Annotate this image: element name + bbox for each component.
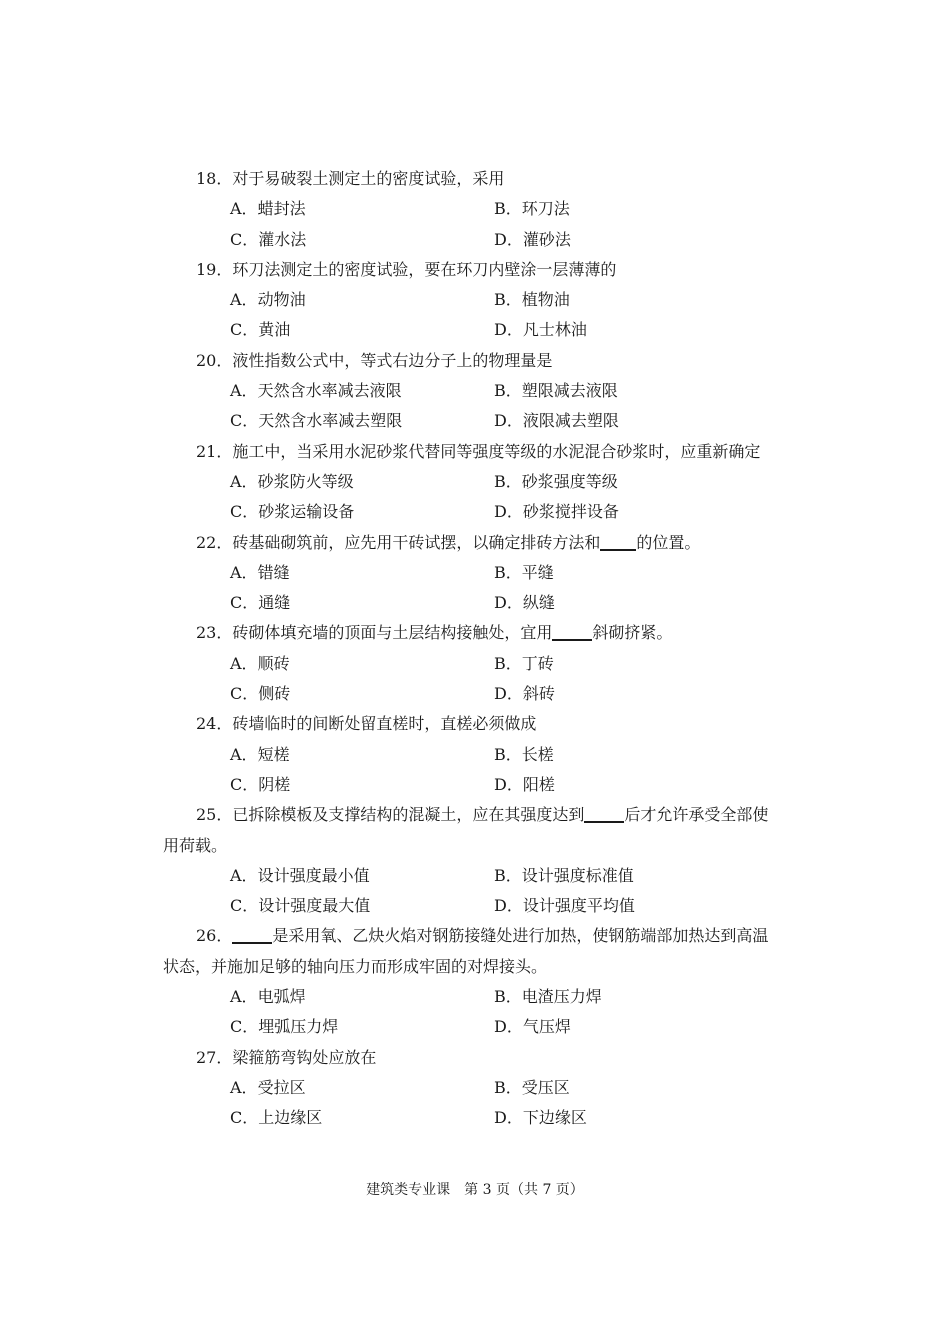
option-c: C．阴槎 (230, 774, 291, 794)
question-stem: 21．施工中，当采用水泥砂浆代替同等强度等级的水泥混合砂浆时，应重新确定 (196, 441, 761, 461)
option-b: B．受压区 (494, 1077, 570, 1097)
question-stem: 26． 是采用氧、乙炔火焰对钢筋接缝处进行加热，使钢筋端部加热达到高温 (196, 926, 769, 946)
option-row (163, 740, 793, 770)
option-a: A．设计强度最小值 (230, 865, 370, 885)
option-d: D．下边缘区 (494, 1108, 587, 1128)
option-row (163, 467, 793, 497)
option-row (163, 285, 793, 315)
question-stem: 22．砖基础砌筑前，应先用干砖试摆，以确定排砖方法和 的位置。 (196, 532, 701, 552)
option-b: B．环刀法 (494, 199, 570, 219)
option-a: A．顺砖 (230, 653, 290, 673)
option-row (163, 315, 793, 345)
option-d: D．设计强度平均值 (494, 896, 635, 916)
option-d: D．砂浆搅拌设备 (494, 502, 619, 522)
option-b: B．丁砖 (494, 653, 554, 673)
option-b: B．长槎 (494, 744, 554, 764)
option-d: D．灌砂法 (494, 229, 571, 249)
question-stem: 25．已拆除模板及支撑结构的混凝土，应在其强度达到 后才允许承受全部使 (196, 805, 769, 825)
option-a: A．砂浆防火等级 (230, 471, 354, 491)
option-c: C．砂浆运输设备 (230, 502, 355, 522)
question-stem: 24．砖墙临时的间断处留直槎时，直槎必须做成 (196, 714, 537, 734)
option-d: D．液限减去塑限 (494, 411, 619, 431)
question-stem-continued: 用荷载。 (163, 835, 228, 855)
option-c: C．通缝 (230, 593, 291, 613)
question-stem: 23．砖砌体填充墙的顶面与土层结构接触处，宜用 斜砌挤紧。 (196, 623, 673, 643)
answer-blank (584, 803, 624, 823)
option-d: D．阳槎 (494, 774, 555, 794)
option-d: D．斜砖 (494, 684, 555, 704)
option-row (163, 406, 793, 436)
option-c: C．灌水法 (230, 229, 307, 249)
option-a: A．电弧焊 (230, 987, 306, 1007)
option-d: D．凡士林油 (494, 320, 587, 340)
question-stem: 27．梁箍筋弯钩处应放在 (196, 1047, 377, 1067)
option-row (163, 1073, 793, 1103)
question-stem-continued: 状态，并施加足够的轴向压力而形成牢固的对焊接头。 (163, 956, 548, 976)
question-list (163, 164, 793, 1134)
option-d: D．气压焊 (494, 1017, 571, 1037)
option-row (163, 649, 793, 679)
option-d: D．纵缝 (494, 593, 555, 613)
option-a: A．错缝 (230, 562, 290, 582)
option-a: A．蜡封法 (230, 199, 306, 219)
option-b: B．砂浆强度等级 (494, 471, 618, 491)
option-row (163, 1012, 793, 1042)
option-c: C．天然含水率减去塑限 (230, 411, 403, 431)
option-b: B．植物油 (494, 290, 570, 310)
option-b: B．平缝 (494, 562, 554, 582)
option-row (163, 679, 793, 709)
option-row (163, 558, 793, 588)
option-row (163, 194, 793, 224)
option-b: B．塑限减去液限 (494, 381, 618, 401)
option-row (163, 891, 793, 921)
option-row (163, 861, 793, 891)
option-row (163, 1103, 793, 1133)
option-c: C．黄油 (230, 320, 291, 340)
option-row (163, 376, 793, 406)
option-c: C．侧砖 (230, 684, 291, 704)
option-row (163, 497, 793, 527)
option-a: A．动物油 (230, 290, 306, 310)
question-stem: 19．环刀法测定土的密度试验，要在环刀内壁涂一层薄薄的 (196, 259, 617, 279)
question-stem: 20．液性指数公式中，等式右边分子上的物理量是 (196, 350, 553, 370)
option-a: A．天然含水率减去液限 (230, 381, 402, 401)
answer-blank (552, 621, 592, 641)
question-stem: 18．对于易破裂土测定土的密度试验，采用 (196, 169, 505, 188)
option-c: C．埋弧压力焊 (230, 1017, 339, 1037)
option-row (163, 770, 793, 800)
page-footer: 建筑类专业课 第 3 页（共 7 页） (366, 1182, 584, 1198)
option-c: C．设计强度最大值 (230, 896, 371, 916)
answer-blank (600, 531, 636, 551)
answer-blank (232, 924, 272, 944)
option-a: A．短槎 (230, 744, 290, 764)
option-a: A．受拉区 (230, 1077, 306, 1097)
option-row (163, 982, 793, 1012)
option-c: C．上边缘区 (230, 1108, 323, 1128)
option-row (163, 588, 793, 618)
option-b: B．电渣压力焊 (494, 987, 602, 1007)
option-row (163, 225, 793, 255)
option-b: B．设计强度标准值 (494, 865, 634, 885)
